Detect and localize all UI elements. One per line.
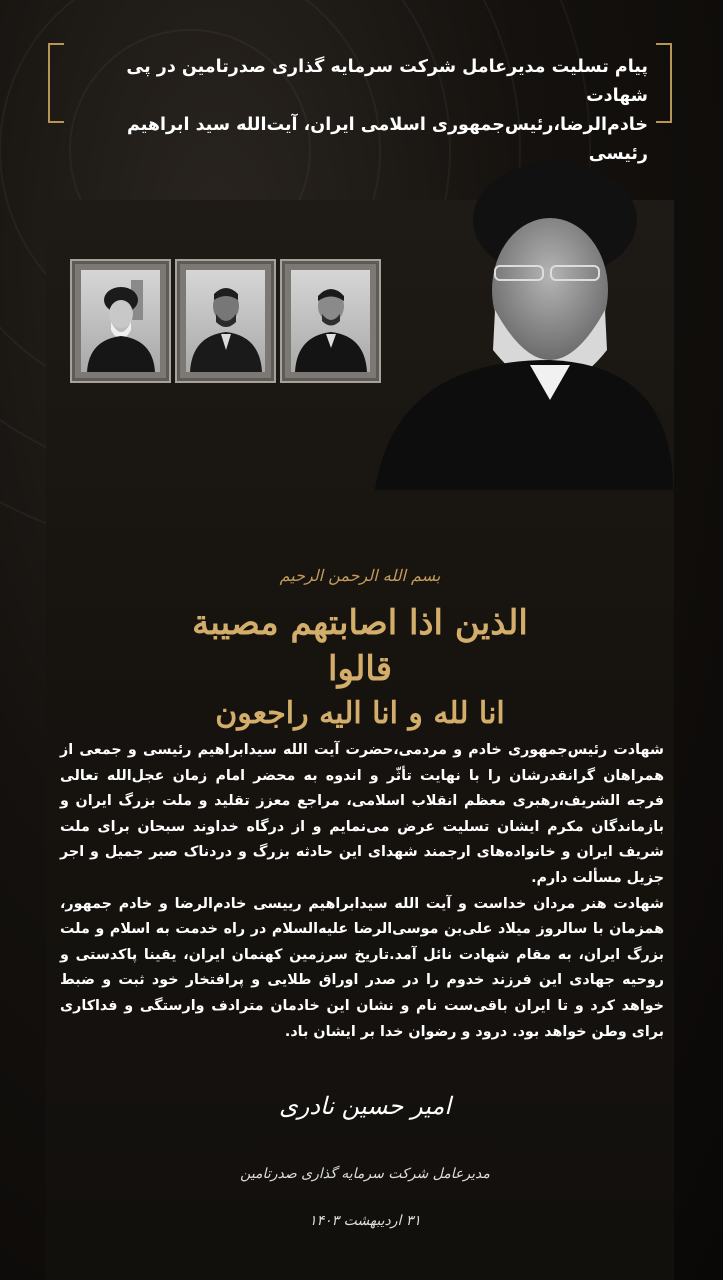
verse-line-1: الذین اذا اصابتهم مصیبة قالوا [192, 603, 528, 689]
photo-frame-1 [70, 259, 171, 383]
left-bracket [48, 43, 64, 123]
portrait-cleric-photo [81, 270, 160, 372]
bismillah-calligraphy: بسم الله الرحمن الرحیم [279, 566, 441, 585]
right-bracket [656, 43, 672, 123]
verse-line-2: انا لله و انا الیه راجعون [215, 696, 505, 731]
portrait-minister-photo [186, 270, 265, 372]
header-frame [48, 43, 672, 164]
signature-date: ۳۱ اردیبهشت ۱۴۰۳ [309, 1213, 421, 1229]
signature-name: امیر حسین نادری [278, 1092, 452, 1120]
message-paragraph-1: شهادت رئیس‌جمهوری خادم و مردمی،حضرت آیت الله سیدابراهیم رئیسی و جمعی از همراهان گرانقدرشان را با نهایت تأثّر و اندوه به محضر امام زمان عجل‌الله تعالی فرجه الشریف،رهبری معظم انقلاب اسلامی، مراجع معزز تقلید و ملت بزرگ ایران و بازماندگان مکرم ایشان تسلیت عرض می‌نمایم و از درگاه خداوند سبحان برای ملت شریف ایران و خانواده‌های ارجمند شهدای این حادثه بزرگ و دردناک صبر جمیل و اجر جزیل مسألت دارم. [60, 742, 664, 886]
quran-verse-calligraphy [170, 600, 550, 736]
signature-title: مدیرعامل شرکت سرمایه گذاری صدرتامین [240, 1166, 490, 1182]
message-paragraph-2: شهادت هنر مردان خداست و آیت الله سیدابراهیم رییسی خادم‌الرضا و خادم جمهور، همزمان با سالروز میلاد علی‌بن موسی‌الرضا علیه‌السلام در راه خدمت به اسلام و ملت بزرگ ایران، به مقام شهادت نائل آمد.تاریخ سرزمین کهنمان ایران، یقینا پاکدستی و روحیه جهادی این فرزند خدوم را در صدر اوراق طلایی و پرافتخار خود ثبت و ضبط خواهد کرد و تا ایران باقی‌ست نام و نشان این خادمان مترادف وارستگی و فداکاری برای وطن خواهد بود. درود و رضوان خدا بر ایشان باد. [60, 895, 664, 1040]
condolence-message [60, 738, 664, 1045]
main-portrait [355, 160, 673, 490]
page-title [72, 53, 648, 169]
title-line-1: پیام تسلیت مدیرعامل شرکت سرمایه گذاری صدرتامین در پی شهادت [126, 57, 648, 106]
title-line-2: خادم‌الرضا،رئیس‌جمهوری اسلامی ایران، آیت‌الله سید ابراهیم رئیسی [127, 115, 648, 164]
photo-frame-2 [175, 259, 276, 383]
